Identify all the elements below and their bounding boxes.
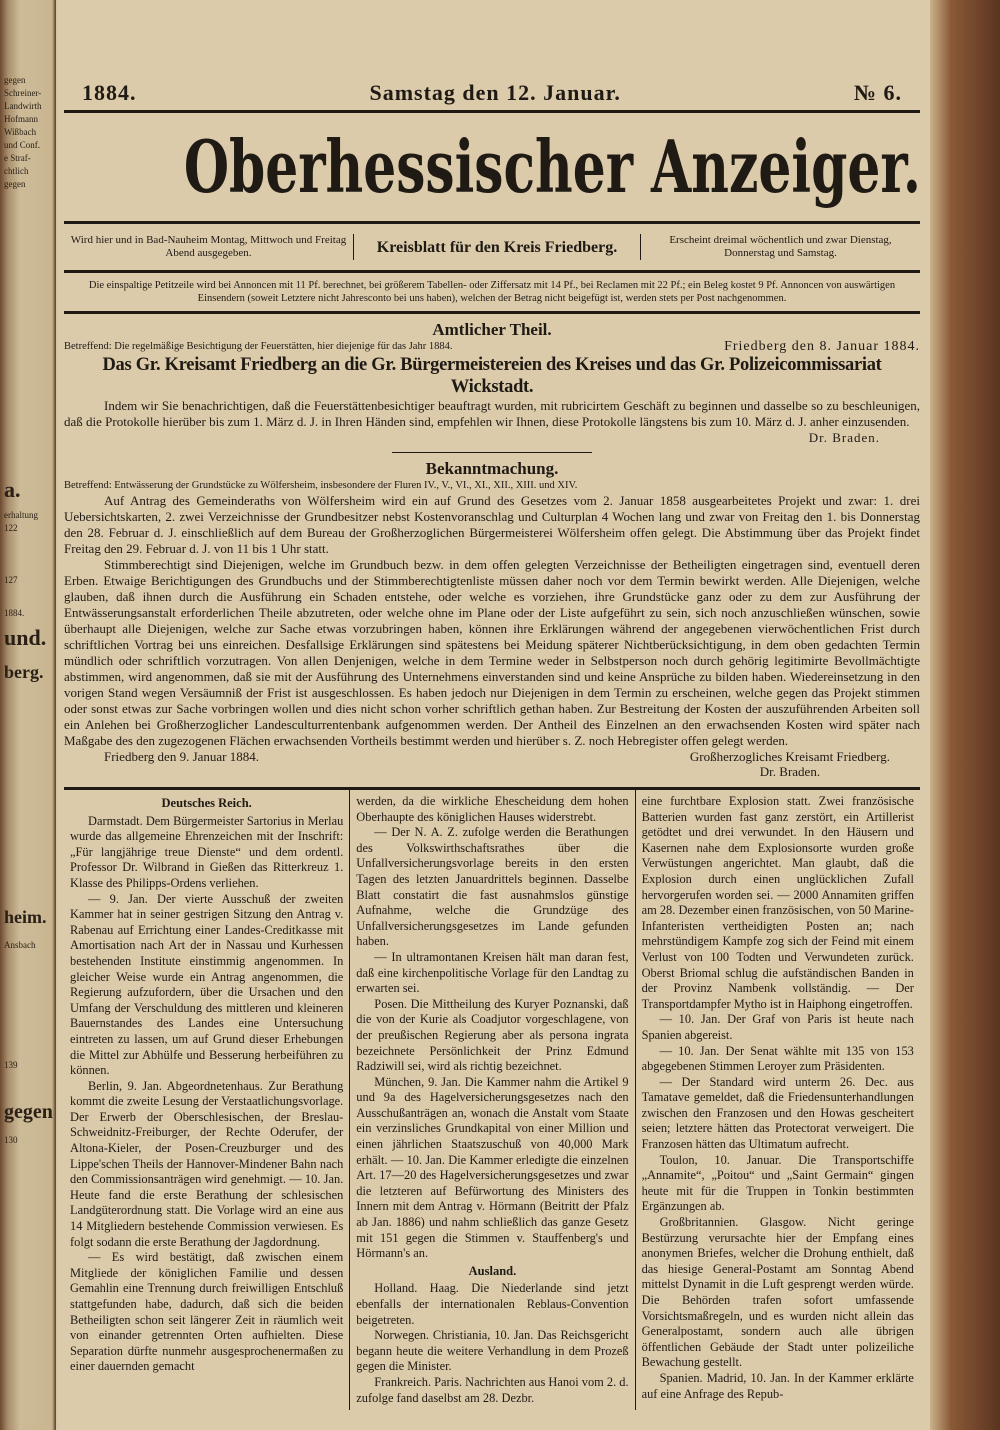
news-item: München, 9. Jan. Die Kammer nahm die Artikel 9 und 9a des Hagelversicherungsgesetzes nach den Ausschußanträgen an, wonach die Anstalt vom Staate ein verzinsliches Grundkapital von einer Million und einen jährlichen Staatszuschuß von 40,000 Mark erhält. — 10. Jan. Die Kammer erledigte die einzelnen Art. 17—20 des Hagelversicherungsgesetzes und zwar die letzteren auf Befürwortung des Ministers des Innern mit dem Antrag v. Hörmann (Beitritt der Pfalz ab Jan. 1886) und nahm schließlich das ganze Gesetz mit 151 gegen die Stimmen v. Stauffenberg's und Hörmann's an. [356,1074,629,1261]
advertising-rates: Die einspaltige Petitzeile wird bei Annoncen mit 11 Pf. berechnet, bei größerem Tabellen- oder Ziffersatz mit 14 Pf., bei Reclamen mit 22 Pf.; ein Beleg kostet 9 Pf. Annoncen von auswärtigen Einsendern (soweit Letztere nicht Jahresconto bei uns haben), welchen der Betrag nicht beigefügt ist, werden stets per Post nachgenommen. [88,280,896,304]
frequency-note: Erscheint dreimal wöchentlich und zwar Dienstag, Donnerstag und Samstag. [640,234,920,260]
notice-paragraph: Auf Antrag des Gemeinderaths von Wölfersheim wird ein auf Grund des Gesetzes vom 2. Januar 1858 ausgearbeitetes Projekt und zwar: 1. drei Uebersichtskarten, 2. zwei Verzeichnisse der Grundbesitzer nebst Kostenvoranschlag und Culturplan 4 Wochen lang und zwar von Freitag den 1. bis Donnerstag den 28. Februar d. J. einschließlich auf dem Bureau der Großherzoglichen Bürgermeisterei Wölfersheim offen gelegt. Die Abstimmung über das Projekt findet Freitag den 29. Februar d. J. von 11 bis 1 Uhr statt. [64,493,920,556]
newspaper-page [58,0,930,1430]
margin-fragment: chtlich [4,166,29,176]
subtitle: Kreisblatt für den Kreis Friedberg. [376,238,618,256]
masthead-title: Oberhessischer Anzeiger. [183,124,921,209]
margin-fragment: 130 [4,1135,18,1145]
margin-fragment: 127 [4,575,18,585]
notice-subject-line [64,340,920,354]
margin-fragment: Wißbach [4,127,37,137]
notice-subject: Betreffend: Die regelmäßige Besichtigung der Feuerstätten, hier diejenige für das Jahr 1884. [64,341,453,352]
margin-fragment: Hofmann [4,114,38,124]
section-heading: Bekanntmachung. [425,459,559,478]
section-heading: Ausland. [468,1263,517,1278]
divider [64,311,920,314]
divider [64,110,920,113]
news-item: — Es wird bestätigt, daß zwischen einem Mitgliede der königlichen Familie und dessen Gemahlin eine Trennung durch freiwilligen Entschluß stattgefunden habe, dadurch, daß sich die beiden Betheiligten schon seit längerer Zeit in räumlich weit von einander getrennten Orten aufhielten. Diese Separation dürfte nunmehr ausgesprochenermaßen zu einer dauernden gemacht [70,1250,344,1374]
news-item: eine furchtbare Explosion statt. Zwei französische Batterien wurden fast ganz zerstört, ein Artillerist getödtet und drei verwundet. In den Häusern und Kasernen nahe dem Explosionsorte wurden große Verwüstungen angerichtet. Man glaubt, daß die Explosion durch einen unglücklichen Zufall hervorgerufen worden sei. — 2000 Annamiten griffen am 28. Dezember einen französischen, von 50 Marine-Infanteristen vertheidigten Posten an; nach mehrstündigem Kampfe zog sich der Feind mit einem Verlust von 100 Todten und Verwundeten zurück. Oberst Briomal schlug die aufständischen Banden in der Provinz Nambenk vollständig. — Der Transportdampfer Mytho ist in Haiphong eingetroffen. [641,794,914,1011]
margin-fragment: berg. [4,662,44,682]
issue-year: 1884. [82,80,137,105]
adjacent-page-edge [0,0,56,1430]
notice-date: Friedberg den 8. Januar 1884. [724,339,920,354]
notice-footer [64,749,920,779]
margin-fragment: a. [4,477,21,502]
margin-fragment: gegen [4,75,26,85]
margin-fragment: Schreiner- [4,88,42,98]
news-column-2 [349,790,634,1410]
news-column-3 [635,790,920,1410]
notice-signature: Dr. Braden. [808,430,880,445]
news-item: Toulon, 10. Januar. Die Transportschiffe „Annamite“, „Poitou“ und „Saint Germain“ gingen heute mit für die Truppen in Tonkin bestimmten Ergänzungen ab. [641,1152,914,1214]
margin-fragment: Ansbach [4,940,36,950]
margin-fragment: heim. [4,907,47,927]
news-item: — Der N. A. Z. zufolge werden die Berathungen des Volkswirthschaftsrathes über die Unfallversicherungsvorlage bereits in den ersten Tagen des letzten Januardrittels beginnen. Dasselbe Blatt constatirt die fast ausnahmslos günstige Aufnahme, welche die Grundzüge des Unfallversicherungsgesetzes im Lande gefunden haben. [356,825,629,949]
margin-fragment: 1884. [4,608,25,618]
news-item: — 9. Jan. Der vierte Ausschuß der zweiten Kammer hat in seiner gestrigen Sitzung den Antrag v. Rabenau auf Errichtung einer Landes-Creditkasse mit Amortisation nach Art der in Nassau und Kurhessen bestehenden Institute einstimmig angenommen. In gleicher Weise wurde ein Antrag angenommen, die Regierung aufzufordern, über die Ursachen und den Umfang der Verschuldung des mittleren und kleineren Bauernstandes des Landes eine Untersuchung eintreten zu lassen, um auf Grund dieser Erhebungen die Mittel zur Abhülfe und Besserung herbeiführen zu können. [70,891,344,1078]
notice-paragraph: Stimmberechtigt sind Diejenigen, welche im Grundbuch bezw. in dem offen gelegten Verzeichnisse der Betheiligten eingetragen sind, eventuell deren Erben. Etwaige Berichtigungen des Grundbuchs und der Stimmberechtigtenliste müssen daher noch vor dem Termin bewirkt werden. Alle Diejenigen, welche glauben, daß ihnen durch die Ausführung ein Schaden entstehe, oder welche es vorziehen, ihre Grundstücke ganz oder zu dem zur Ausführung der Entwässerungsanstalt erforderlichen Theile abzutreten, oder welche ohne im Plane oder der Liste aufgeführt zu sein, sich noch anzuschließen wünschen, sowie überhaupt alle Diejenigen, welche zur Sache etwas vorzubringen haben, können ihre Erklärungen während der angegebenen vierwöchentlichen Frist durch schriftlichen Vortrag bei uns einreichen. Desfallsige Erklärungen sind spätestens bei Meidung späterer Nichtberücksichtigung, in dem oben gedachten Termin mündlich oder schriftlich vorzutragen. Von allen Denjenigen, welche in dem Termine weder in Selbstperson noch durch gehörig legitimirte Bevollmächtigte abstimmen, wird angenommen, daß sie mit der Ausführung des Unternehmens einverstanden sind und keine Ansprüche zu bilden haben. Wiedereinsetzung in den vorigen Stand wegen Versäumniß der Frist ist ausgeschlossen. Es haben jedoch nur Diejenigen in dem Termin zu erscheinen, welche gegen das Projekt stimmen oder sonst etwas zur Sache vorbringen wollen und dies nicht schon vorher schriftlich gethan haben. Zur Bestreitung der Kosten der auszuführenden Arbeiten soll ein Anlehen bei Großherzoglicher Landesculturrentenbank aufgenommen werden. Der Antheil des Einzelnen an den erwachsenden Kosten wird später nach Maßgabe des den zugezogenen Flächen erwachsenden Vortheils bestimmt werden und hierüber s. Z. noch Hebregister offen gelegt werden. [64,557,920,748]
news-item: Darmstadt. Dem Bürgermeister Sartorius in Merlau wurde das allgemeine Ehrenzeichen mit der Inschrift: „Für langjährige treue Dienste“ und dem ordentl. Professor Dr. Wilbrand in Gießen das Ritterkreuz 1. Klasse des Philipps-Ordens verliehen. [70,813,344,890]
section-heading: Amtlicher Theil. [432,320,552,339]
news-item: — 10. Jan. Der Graf von Paris ist heute nach Spanien abgereist. [641,1012,914,1042]
notice-signature: Dr. Braden. [759,764,821,779]
margin-fragment: gegen [4,179,26,189]
news-item: Frankreich. Paris. Nachrichten aus Hanoi vom 2. d. zufolge fand daselbst am 28. Dezbr. [356,1374,629,1405]
news-item: Holland. Haag. Die Niederlande sind jetzt ebenfalls der internationalen Reblaus-Convention beigetreten. [356,1281,629,1327]
notice-date: Friedberg den 9. Januar 1884. [104,749,260,764]
news-item: Norwegen. Christiania, 10. Jan. Das Reichsgericht begann heute die weitere Verhandlung in dem Prozeß gegen die Minister. [356,1328,629,1374]
section-heading: Deutsches Reich. [161,796,252,810]
divider [64,270,920,273]
news-columns [64,787,920,1410]
announcement-section [64,459,920,779]
notice-address: Das Gr. Kreisamt Friedberg an die Gr. Bürgermeistereien des Kreises und das Gr. Polizeicommissariat Wickstadt. [102,355,882,397]
news-item: — In ultramontanen Kreisen hält man daran fest, daß eine kirchenpolitische Vorlage für den Landtag zu erwarten sei. [356,949,629,996]
publication-schedule: Wird hier und in Bad-Nauheim Montag, Mittwoch und Freitag Abend ausgegeben. [64,234,354,260]
divider [64,221,920,224]
divider [392,452,592,453]
issue-number: № 6. [853,80,902,105]
issue-date: Samstag den 12. Januar. [369,80,621,105]
notice-subject [64,479,920,493]
margin-fragment: 122 [4,523,18,533]
margin-fragment: und Conf. [4,140,40,150]
margin-fragment: und. [4,625,47,650]
news-item: Posen. Die Mittheilung des Kuryer Poznanski, daß die von der Kurie als Coadjutor vorgeschlagene, von der preußischen Regierung aber als persona ingrata bezeichnete Persönlichkeit der Prinz Edmund Radziwill sei, wird als richtig bezeichnet. [356,996,629,1074]
notice-authority: Großherzogliches Kreisamt Friedberg. [689,749,890,764]
issue-dateline [64,80,920,106]
subheader [64,228,920,266]
margin-fragment: erhaltung [4,510,38,520]
news-item: — 10. Jan. Der Senat wählte mit 135 von 153 abgegebenen Stimmen Leroyer zum Präsidenten. [641,1043,914,1074]
news-item: — Der Standard wird unterm 26. Dec. aus Tamatave gemeldet, daß die Friedensunterhandlungen zwischen den Franzosen und den Howas gescheitert seien; letztere hätten das Protectorat verweigert. Die Franzosen hätten das Ultimatum aufrecht. [641,1074,914,1152]
news-item: Spanien. Madrid, 10. Jan. In der Kammer erklärte auf eine Anfrage des Repub- [641,1370,914,1401]
notice-body: Indem wir Sie benachrichtigen, daß die Feuerstättenbesichtiger beauftragt wurden, mit rubricirtem Geschäft zu beginnen und dasselbe so zu beschleunigen, daß die Protokolle hierüber bis zum 1. März d. J. in Ihren Händen sind, empfehlen wir Ihnen, diese Protokolle längstens bis zum 10. März d. J. anher einzusenden. [64,398,920,429]
margin-fragment: e Straf- [4,153,31,163]
book-binding-edge [930,0,1000,1430]
news-item: Berlin, 9. Jan. Abgeordnetenhaus. Zur Berathung kommt die zweite Lesung der Verstaatlichungsvorlage. Der Erwerb der Oberschlesischen, der Breslau-Schweidnitz-Freiburger, der Rechte Oderufer, der Altona-Kieler, der Posen-Creuzburger und des Lippe'schen Theils der Hannover-Mindener Bahn nach den Commissionsanträgen wird genehmigt. — 10. Jan. Heute fand die erste Berathung der schlesischen Landgüterordnung statt. Die Vorlage wird an eine aus 14 Mitgliedern bestehende Commission verwiesen. Es folgt sodann die erste Berathung der Jagdordnung. [70,1078,344,1249]
notice-subject-text: Betreffend: Entwässerung der Grundstücke zu Wölfersheim, insbesondere der Fluren IV., V., VI., XI., XII., XIII. und XIV. [64,480,578,491]
margin-fragment: gegen [4,1101,53,1123]
margin-fragment: Landwirth [4,101,42,111]
official-section [64,320,920,453]
news-item: werden, da die wirkliche Ehescheidung dem hohen Oberhaupte des königlichen Hauses widerstrebt. [356,794,629,824]
news-column-1 [64,790,349,1410]
news-item: Großbritannien. Glasgow. Nicht geringe Bestürzung verursachte hier der Empfang eines anonymen Briefes, welcher die Drohung enthielt, daß das hiesige General-Postamt am Sonntag Abend mittelst Dynamit in die Luft gesprengt werden würde. Die Behörden trafen sofort umfassende Vorsichtsmaßregeln, und es wurden nicht allein das Generalpostamt, sondern auch alle übrigen öffentlichen Gebäude der Stadt unter polizeiliche Bewachung gestellt. [641,1215,914,1370]
margin-fragment: 139 [4,1060,18,1070]
